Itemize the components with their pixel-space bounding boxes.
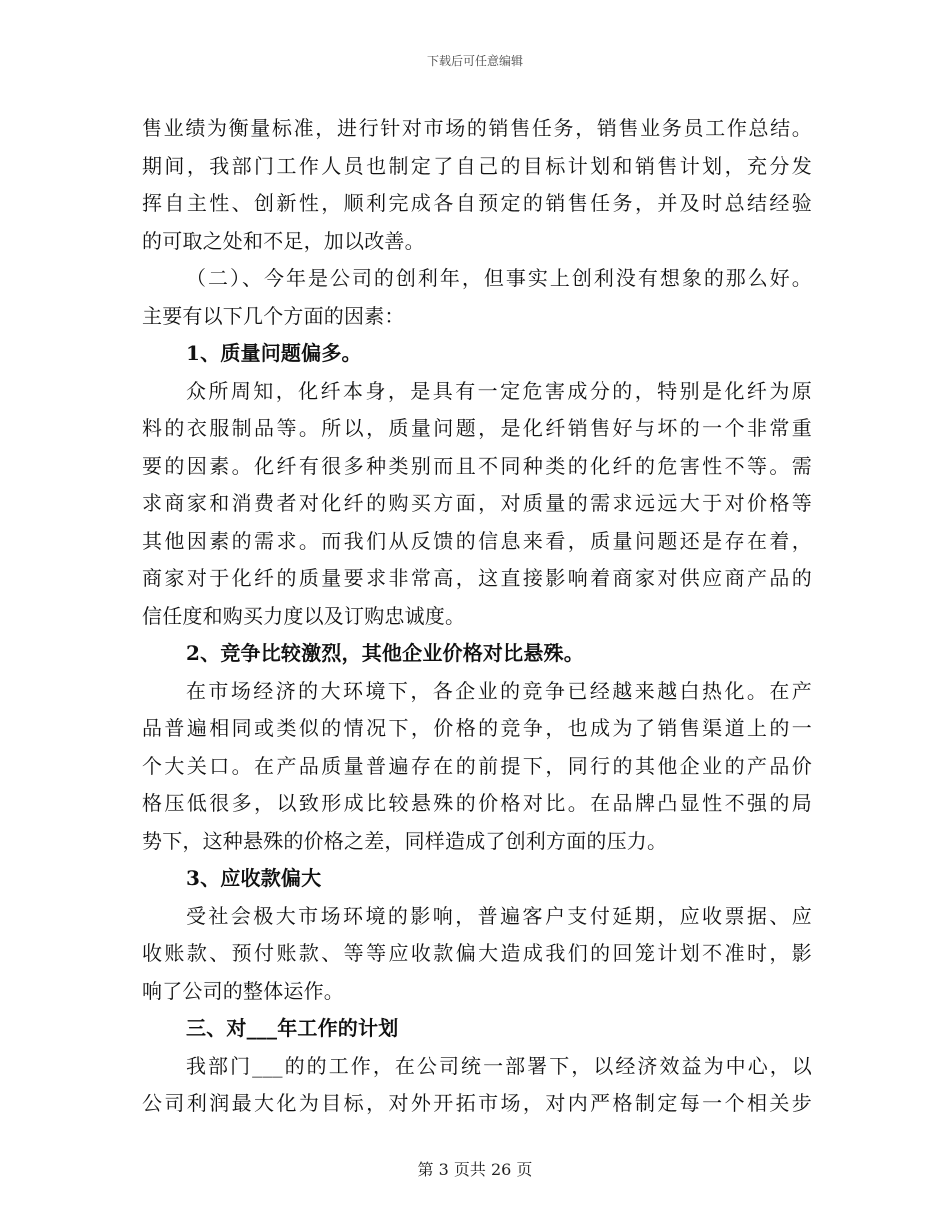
page-number: 第 3 页共 26 页: [417, 1160, 533, 1179]
text-line: 售业绩为衡量标准，进行针对市场的销售任务，销售业务员工作总结。: [142, 116, 812, 140]
text-line: 信任度和购买力度以及订购忠诚度。: [142, 603, 466, 628]
text-line: （二）、今年是公司的创利年，但事实上创利没有想象的那么好。: [186, 266, 812, 290]
text-line: 料的衣服制品等。所以，质量问题，是化纤销售好与坏的一个非常重: [142, 416, 812, 440]
text-line: 商家对于化纤的质量要求非常高，这直接影响着商家对供应商产品的: [142, 566, 812, 590]
text-line: 求商家和消费者对化纤的购买方面，对质量的需求远远大于对价格等: [142, 491, 812, 515]
section-heading: 1、质量问题偏多。: [186, 341, 362, 365]
text-line: 众所周知，化纤本身，是具有一定危害成分的，特别是化纤为原: [186, 378, 812, 403]
text-line: 格压低很多，以致形成比较悬殊的价格对比。在品牌凸显性不强的局: [142, 791, 812, 815]
section-heading: 3、应收款偏大: [186, 866, 322, 890]
text-line: 在市场经济的大环境下，各企业的竞争已经越来越白热化。在产: [186, 678, 812, 703]
text-line: 收账款、预付账款、等等应收款偏大造成我们的回笼计划不准时，影: [142, 941, 812, 965]
text-line: 响了公司的整体运作。: [142, 978, 344, 1003]
text-line: 主要有以下几个方面的因素：: [142, 303, 405, 328]
text-line: 受社会极大市场环境的影响，普遍客户支付延期，应收票据、应: [186, 903, 812, 928]
text-line: 我部门___的的工作，在公司统一部署下，以经济效益为中心，以: [186, 1053, 812, 1078]
text-line: 挥自主性、创新性，顺利完成各自预定的销售任务，并及时总结经验: [142, 191, 812, 215]
text-line: 个大关口。在产品质量普遍存在的前提下，同行的其他企业的产品价: [142, 753, 812, 778]
page-header: 下载后可任意编辑: [426, 54, 523, 68]
text-line: 公司利润最大化为目标，对外开拓市场，对内严格制定每一个相关步: [142, 1091, 812, 1115]
text-line: 势下，这种悬殊的价格之差，同样造成了创利方面的压力。: [142, 828, 668, 853]
section-heading: 三、对___年工作的计划: [186, 1016, 399, 1040]
text-line: 期间，我部门工作人员也制定了自己的目标计划和销售计划，充分发: [142, 153, 812, 178]
text-line: 要的因素。化纤有很多种类别而且不同种类的化纤的危害性不等。需: [142, 453, 812, 478]
section-heading: 2、竞争比较激烈，其他企业价格对比悬殊。: [186, 641, 584, 665]
text-line: 其他因素的需求。而我们从反馈的信息来看，质量问题还是存在着，: [142, 528, 812, 553]
text-line: 的可取之处和不足，加以改善。: [142, 228, 425, 253]
text-line: 品普遍相同或类似的情况下，价格的竞争，也成为了销售渠道上的一: [142, 716, 812, 740]
document-body: [142, 110, 812, 1123]
